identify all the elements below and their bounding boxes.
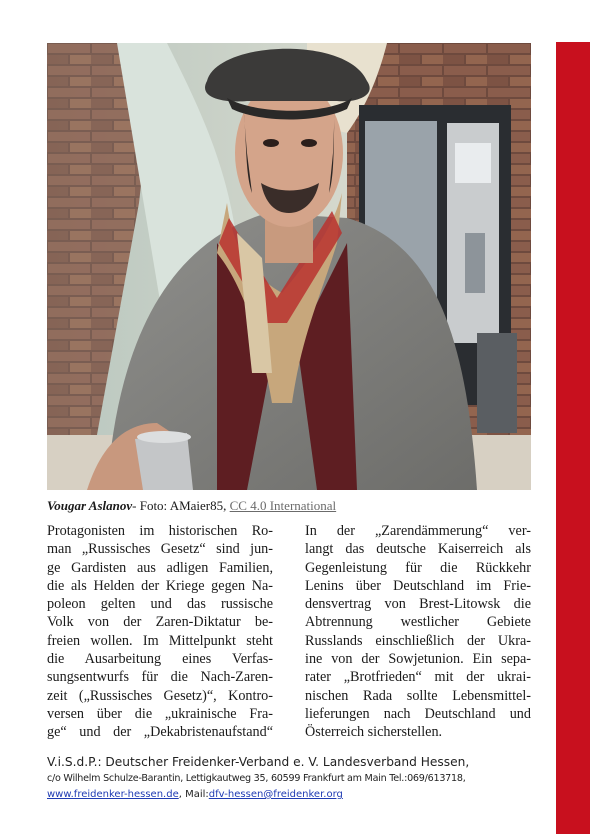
- text-line: zeit („Russisches Gesetz)“, Kontro-: [47, 687, 273, 704]
- caption-name: Vougar Aslanov: [47, 498, 133, 513]
- text-line: die als Helden der Kriege gegen Na-: [47, 577, 273, 594]
- text-line: sungsentwurfs für die Nach-Zaren-: [47, 669, 273, 686]
- text-line: Österreich sicherstellen.: [305, 724, 443, 741]
- text-line: In der „Zarendämmerung“ ver-: [305, 523, 531, 539]
- text-line: nischen Rada sollte Lebensmittel-: [305, 687, 531, 704]
- imprint-footer: [47, 754, 547, 803]
- text-line: langt das deutsche Kaiserreich als: [305, 541, 531, 558]
- text-line: rater „Brotfrieden“ mit der ukrai-: [305, 669, 531, 686]
- portrait-photo: [47, 43, 531, 490]
- photo-caption: [47, 498, 537, 514]
- text-line: freien wollen. Im Mittelpunkt steht: [47, 632, 273, 649]
- text-line: versen über die „ukrainische Fra-: [47, 705, 273, 722]
- text-line: ine von der Sowjetunion. Ein sepa-: [305, 651, 531, 668]
- mail-label: , Mail:: [178, 789, 209, 800]
- text-line: lieferungen nach Deutschland und: [305, 705, 531, 722]
- imprint-publisher: V.i.S.d.P.: Deutscher Freidenker-Verband e. V. Landesverband Hessen,: [47, 755, 470, 769]
- text-line: Gegenleistung für die Rückkehr: [305, 559, 531, 576]
- right-column-text: [305, 522, 531, 742]
- text-line: Lenins über Deutschland im Frie-: [305, 577, 531, 594]
- text-line: Volk von der Zaren-Diktatur be-: [47, 614, 273, 631]
- text-line: Abtrennung westlicher Gebiete: [305, 614, 531, 631]
- text-line: densvertrag von Brest-Litowsk die: [305, 596, 531, 613]
- text-line: poleon gelten und das russische: [47, 596, 273, 613]
- text-line: Russlands einschließlich der Ukra-: [305, 632, 531, 649]
- website-link[interactable]: www.freidenker-hessen.de: [47, 789, 179, 800]
- email-link[interactable]: dfv-hessen@freidenker.org: [208, 789, 343, 800]
- text-line: man „Russisches Gesetz“ sind jun-: [47, 541, 273, 558]
- left-column-text: [47, 522, 273, 742]
- caption-credit: - Foto: AMaier85,: [132, 498, 230, 513]
- red-accent-bar: [556, 42, 590, 834]
- text-line: ge Gardisten aus adligen Familien,: [47, 559, 273, 576]
- text-line: ge“ und der „Dekabristenaufstand“: [47, 724, 273, 741]
- imprint-contact: [47, 787, 547, 803]
- license-link[interactable]: CC 4.0 International: [229, 498, 337, 513]
- imprint-address: c/o Wilhelm Schulze-Barantin, Lettigkautweg 35, 60599 Frankfurt am Main Tel.:069/613718,: [47, 773, 466, 784]
- text-line: Protagonisten im historischen Ro-: [47, 523, 273, 539]
- text-line: die Ausarbeitung eines Verfas-: [47, 651, 273, 668]
